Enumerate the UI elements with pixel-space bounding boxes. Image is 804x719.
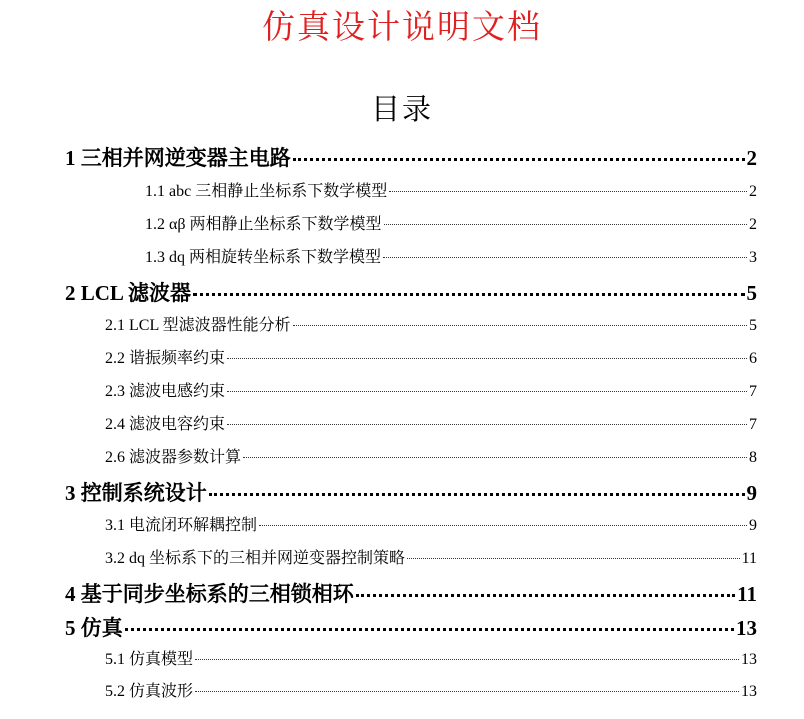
toc-chapter-entry[interactable]	[65, 578, 757, 608]
toc-entry-page-number: 2	[746, 146, 757, 170]
dot-leader	[227, 391, 747, 392]
toc-entry-label: 3.2 dq 坐标系下的三相并网逆变器控制策略	[105, 550, 406, 567]
toc-entry-label: 2.1 LCL 型滤波器性能分析	[105, 317, 291, 334]
toc-section-entry[interactable]	[105, 444, 757, 470]
toc-entry-page-number: 8	[749, 449, 757, 466]
toc-section-entry[interactable]	[105, 378, 757, 404]
dot-leader	[293, 158, 745, 161]
toc-chapter-entry[interactable]	[65, 612, 757, 642]
toc-chapter-entry[interactable]	[65, 142, 757, 172]
toc-entry-page-number: 13	[741, 651, 757, 668]
toc-entry-label: 2.6 滤波器参数计算	[105, 449, 242, 466]
toc-entry-label: 5.1 仿真模型	[105, 651, 194, 668]
toc-section-entry[interactable]	[145, 244, 757, 270]
dot-leader	[407, 558, 740, 559]
toc-entry-label: 1.2 αβ 两相静止坐标系下数学模型	[145, 216, 382, 233]
toc-entry-label: 2.4 滤波电容约束	[105, 416, 226, 433]
dot-leader	[227, 424, 747, 425]
dot-leader	[195, 691, 739, 692]
toc-chapter-entry[interactable]	[65, 477, 757, 507]
dot-leader	[125, 628, 734, 631]
document-title: 仿真设计说明文档	[262, 10, 542, 46]
dot-leader	[227, 358, 747, 359]
toc-entry-page-number: 13	[741, 683, 757, 700]
dot-leader	[243, 457, 747, 458]
dot-leader	[356, 594, 735, 597]
toc-entry-page-number: 2	[749, 216, 757, 233]
toc-entry-label: 2.2 谐振频率约束	[105, 350, 226, 367]
toc-entry-page-number: 2	[749, 183, 757, 200]
toc-section-entry[interactable]	[105, 411, 757, 437]
toc-entry-page-number: 7	[749, 416, 757, 433]
dot-leader	[383, 257, 747, 258]
toc-entry-label: 3.1 电流闭环解耦控制	[105, 517, 258, 534]
toc-entry-label: 2.3 滤波电感约束	[105, 383, 226, 400]
toc-section-entry[interactable]	[105, 512, 757, 538]
toc-entry-page-number: 11	[741, 550, 757, 567]
toc-entry-label: 5.2 仿真波形	[105, 683, 194, 700]
toc-entry-page-number: 13	[736, 616, 757, 640]
toc-section-entry[interactable]	[145, 178, 757, 204]
toc-chapter-entry[interactable]	[65, 277, 757, 307]
toc-entry-page-number: 9	[746, 481, 757, 505]
toc-entry-page-number: 9	[749, 517, 757, 534]
dot-leader	[195, 659, 739, 660]
toc-entry-page-number: 6	[749, 350, 757, 367]
toc-section-entry[interactable]	[105, 646, 757, 672]
toc-entry-page-number: 7	[749, 383, 757, 400]
toc-section-entry[interactable]	[105, 312, 757, 338]
toc-entry-page-number: 3	[749, 249, 757, 266]
toc-entry-label: 4 基于同步坐标系的三相锁相环	[65, 582, 354, 606]
toc-entry-label: 2 LCL 滤波器	[65, 281, 192, 305]
toc-heading: 目录	[370, 94, 433, 126]
toc-entry-page-number: 5	[749, 317, 757, 334]
toc-entry-label: 1.3 dq 两相旋转坐标系下数学模型	[145, 249, 382, 266]
dot-leader	[193, 293, 744, 296]
toc-section-entry[interactable]	[105, 345, 757, 371]
toc-entry-label: 5 仿真	[65, 616, 123, 640]
dot-leader	[293, 325, 747, 326]
toc-entry-page-number: 5	[746, 281, 757, 305]
dot-leader	[389, 191, 747, 192]
toc-entry-page-number: 11	[737, 582, 757, 606]
toc-entry-label: 3 控制系统设计	[65, 481, 207, 505]
toc-entry-label: 1.1 abc 三相静止坐标系下数学模型	[145, 183, 388, 200]
dot-leader	[259, 525, 747, 526]
toc-entry-label: 1 三相并网逆变器主电路	[65, 146, 291, 170]
dot-leader	[209, 493, 745, 496]
toc-section-entry[interactable]	[145, 211, 757, 237]
toc-section-entry[interactable]	[105, 545, 757, 571]
toc-section-entry[interactable]	[105, 678, 757, 704]
dot-leader	[384, 224, 747, 225]
